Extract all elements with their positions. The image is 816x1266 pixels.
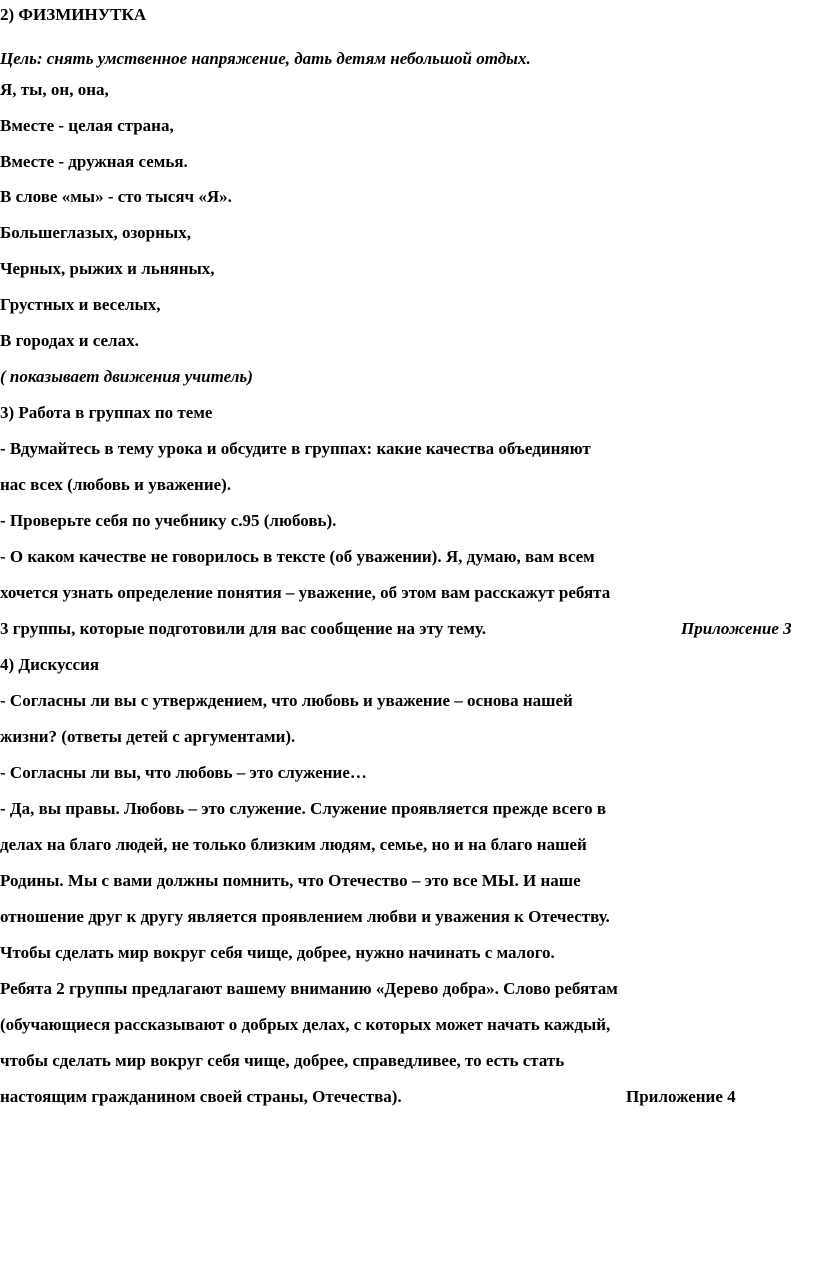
paragraph-line: (обучающиеся рассказывают о добрых делах, с которых может начать каждый,: [0, 1015, 611, 1034]
paragraph-line: нас всех (любовь и уважение).: [0, 475, 232, 494]
paragraph-line: Ребята 2 группы предлагают вашему вниманию «Дерево добра». Слово ребятам: [0, 979, 618, 998]
paragraph-line: Чтобы сделать мир вокруг себя чище, добрее, нужно начинать с малого.: [0, 943, 555, 962]
poem-line: В слове «мы» - сто тысяч «Я».: [0, 187, 232, 206]
poem-line: Грустных и веселых,: [0, 295, 161, 314]
paragraph-line: - О каком качестве не говорилось в тексте (об уважении). Я, думаю, вам всем: [0, 547, 595, 566]
paragraph-line: настоящим гражданином своей страны, Отечества).: [0, 1087, 402, 1106]
poem-line: Я, ты, он, она,: [0, 80, 109, 99]
paragraph-line: чтобы сделать мир вокруг себя чище, добрее, справедливее, то есть стать: [0, 1051, 565, 1070]
goal-text: Цель: снять умственное напряжение, дать детям небольшой отдых.: [0, 49, 531, 68]
paragraph-line: - Проверьте себя по учебнику с.95 (любовь).: [0, 511, 337, 530]
paragraph-line: - Да, вы правы. Любовь – это служение. Служение проявляется прежде всего в: [0, 799, 607, 818]
appendix-3-label: Приложение 3: [681, 619, 792, 638]
paragraph-line: делах на благо людей, не только близким людям, семье, но и на благо нашей: [0, 835, 587, 854]
poem-line: Вместе - дружная семья.: [0, 152, 188, 171]
section-heading-group-work: 3) Работа в группах по теме: [0, 403, 213, 422]
paragraph-line: Родины. Мы с вами должны помнить, что Отечество – это все МЫ. И наше: [0, 871, 581, 890]
paragraph-line: хочется узнать определение понятия – уважение, об этом вам расскажут ребята: [0, 583, 611, 602]
section-heading-discussion: 4) Дискуссия: [0, 655, 100, 674]
poem-line: Большеглазых, озорных,: [0, 223, 191, 242]
poem-line: Вместе - целая страна,: [0, 116, 174, 135]
appendix-4-label: Приложение 4: [626, 1087, 736, 1106]
paragraph-line: - Согласны ли вы, что любовь – это служение…: [0, 763, 367, 782]
paragraph-line: жизни? (ответы детей с аргументами).: [0, 727, 296, 746]
paragraph-line: отношение друг к другу является проявлением любви и уважения к Отечеству.: [0, 907, 610, 926]
paragraph-line: - Вдумайтесь в тему урока и обсудите в группах: какие качества объединяют: [0, 439, 591, 458]
poem-line: В городах и селах.: [0, 331, 139, 350]
paragraph-line: 3 группы, которые подготовили для вас сообщение на эту тему.: [0, 619, 486, 638]
teacher-note: ( показывает движения учитель): [0, 367, 253, 386]
poem-line: Черных, рыжих и льняных,: [0, 259, 215, 278]
section-heading-fizminutka: 2) ФИЗМИНУТКА: [0, 5, 147, 24]
paragraph-line: - Согласны ли вы с утверждением, что любовь и уважение – основа нашей: [0, 691, 573, 710]
